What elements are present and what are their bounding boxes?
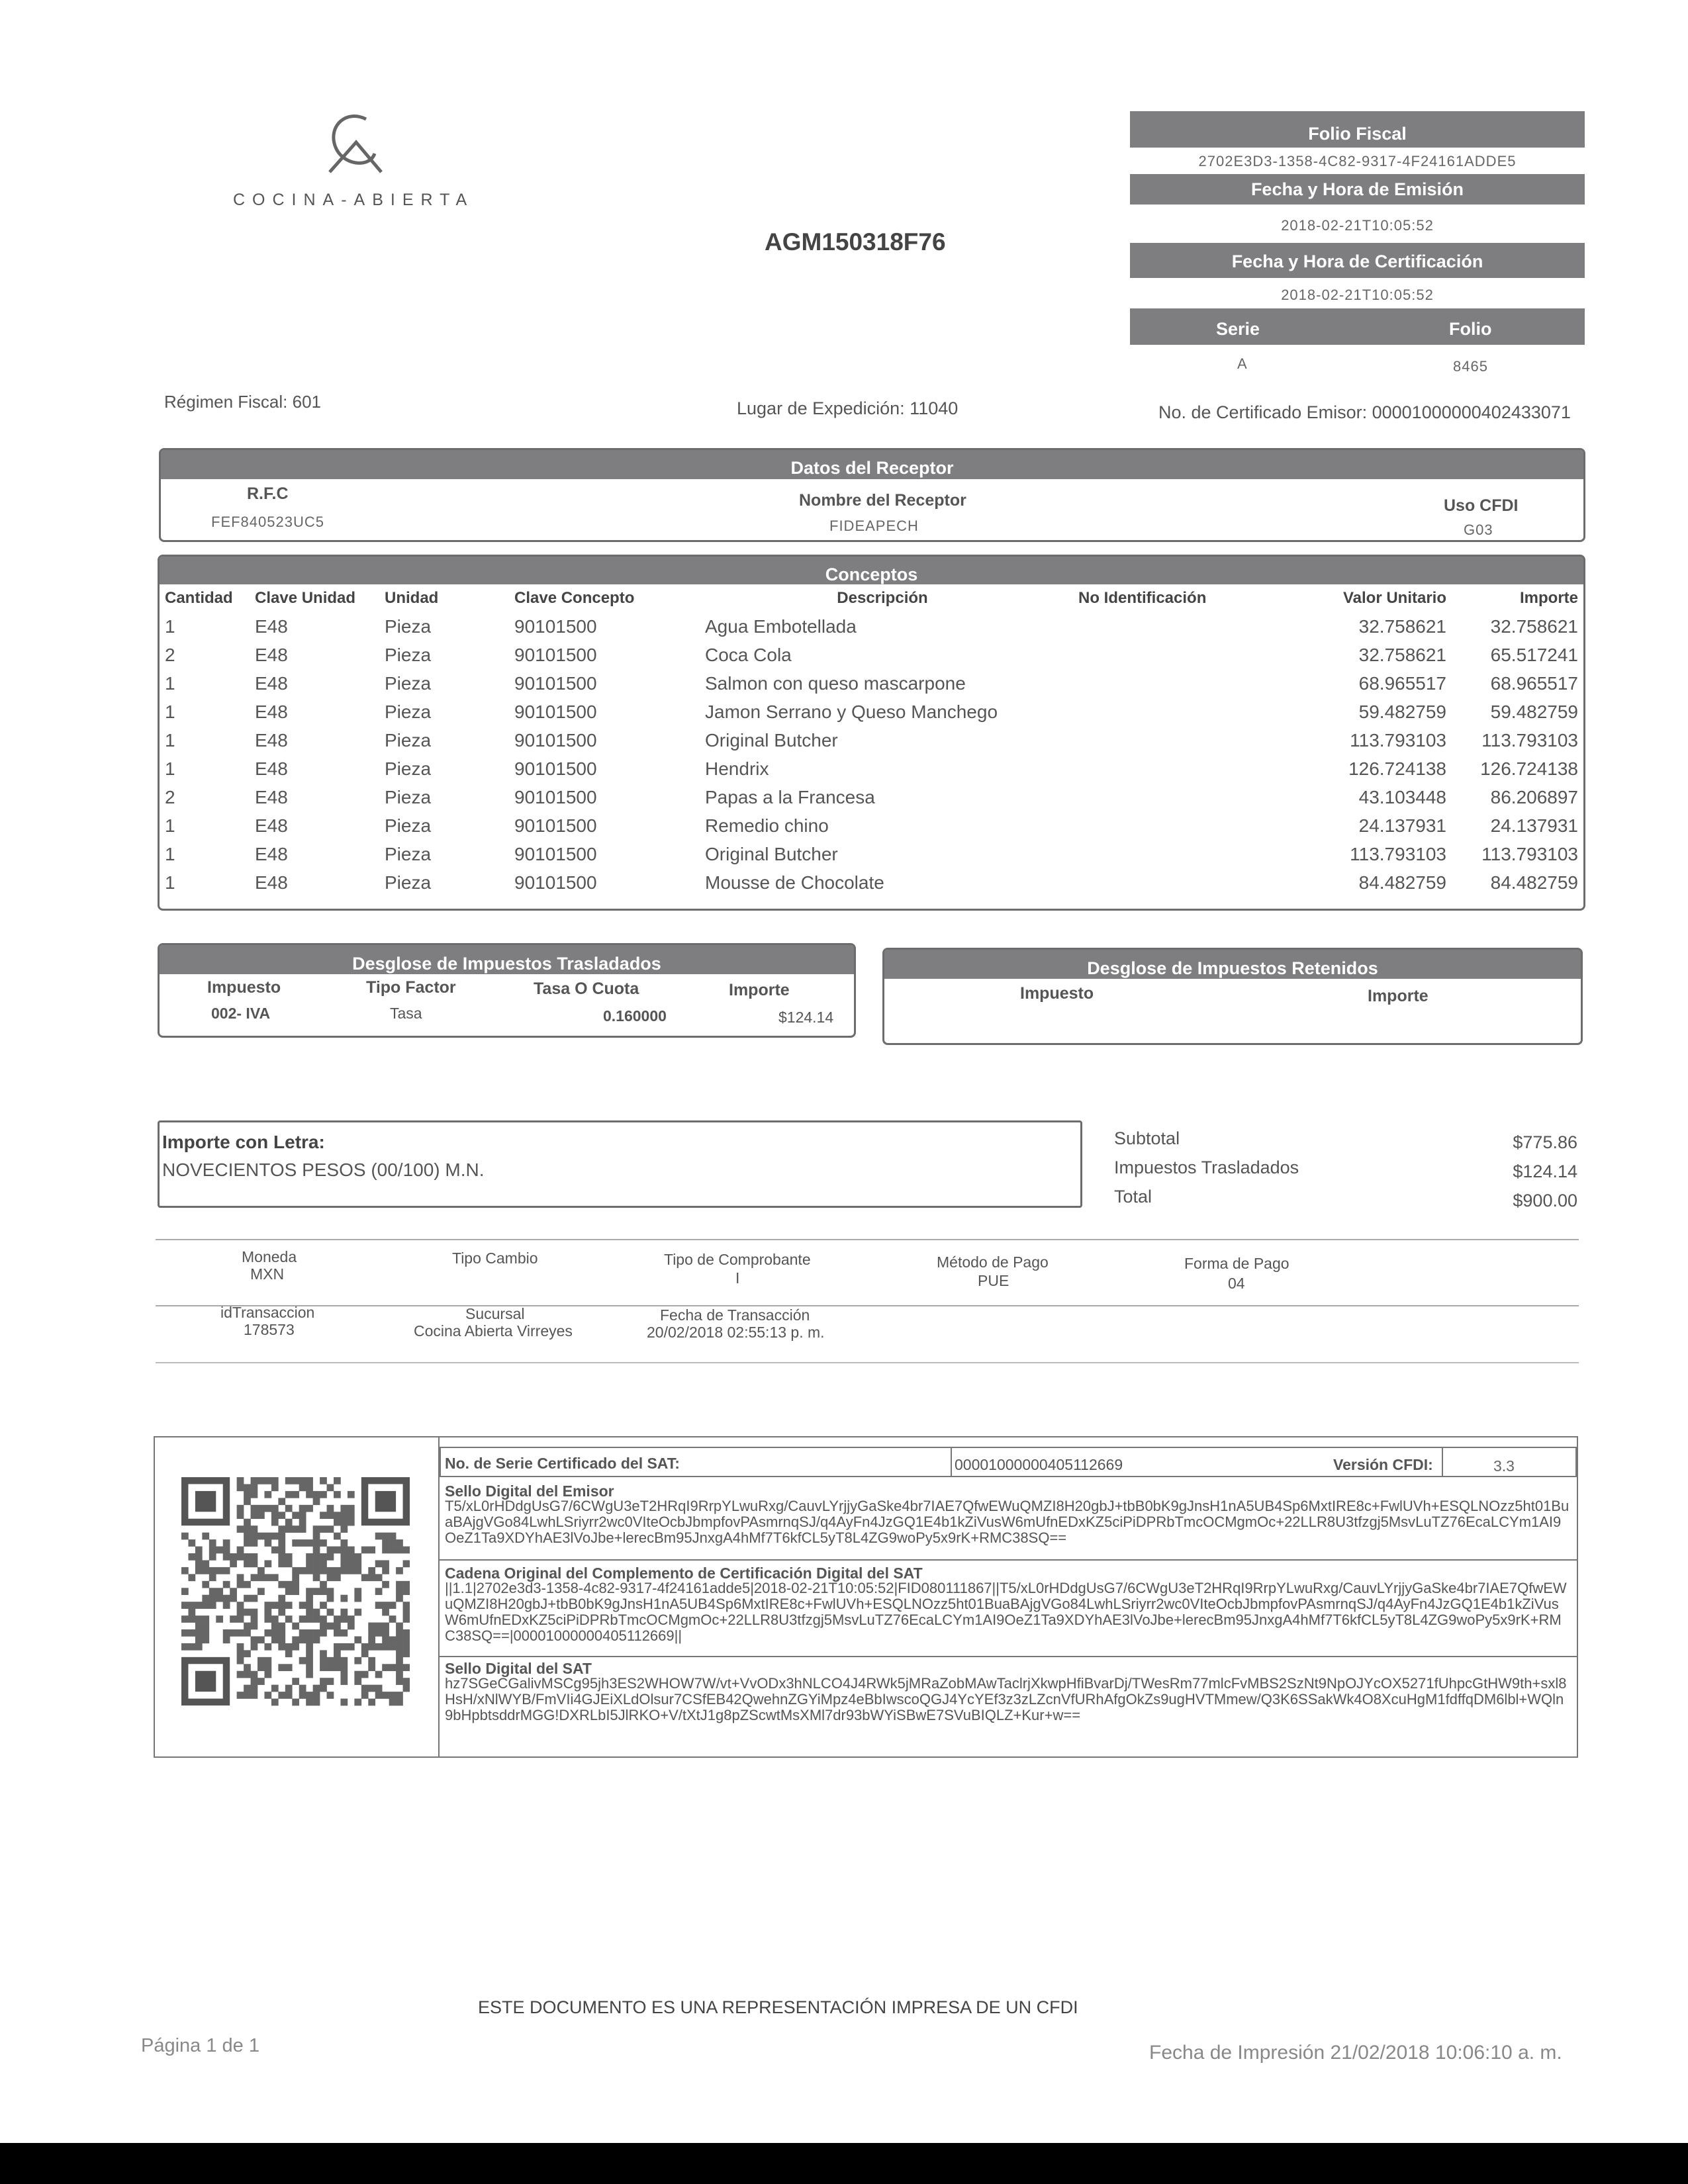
table-row (160, 840, 1583, 868)
cell-clave-unidad: E48 (255, 729, 288, 751)
cell-cantidad: 1 (165, 815, 175, 836)
retenidos-impuesto-label: Impuesto (1020, 984, 1094, 1003)
nombre-label: Nombre del Receptor (799, 491, 966, 510)
cell-cantidad: 1 (165, 701, 175, 722)
conceptos-title: Conceptos (160, 557, 1583, 584)
sat-version-label: Versión CFDI: (1333, 1456, 1433, 1473)
cell-no-identificacion (1073, 612, 1282, 641)
fecha-transaccion-value: 20/02/2018 02:55:13 p. m. (647, 1324, 825, 1341)
col-clave-concepto: Clave Concepto (514, 589, 635, 607)
cell-importe: 126.724138 (1480, 758, 1578, 779)
cell-no-identificacion (1073, 726, 1282, 754)
cell-descripcion: Mousse de Chocolate (705, 872, 884, 893)
cell-unidad: Pieza (385, 843, 432, 864)
traslados-value: $124.14 (1513, 1161, 1577, 1181)
rfc-emisor: AGM150318F76 (765, 228, 946, 255)
transaccion-id-value: 178573 (244, 1321, 295, 1338)
table-row (160, 641, 1583, 669)
cell-clave-concepto: 90101500 (514, 758, 597, 779)
table-row (160, 669, 1583, 698)
cell-clave-concepto: 90101500 (514, 872, 597, 893)
cell-clave-concepto: 90101500 (514, 786, 597, 807)
table-row (160, 811, 1583, 840)
subtotal-value: $775.86 (1513, 1132, 1577, 1152)
cell-valor-unitario: 43.103448 (1358, 786, 1446, 807)
conceptos-header-row (160, 584, 1583, 612)
trasladados-tasa-label: Tasa O Cuota (534, 979, 639, 998)
cell-descripcion: Original Butcher (705, 729, 838, 751)
scan-border-bottom (0, 2143, 1688, 2184)
cell-descripcion: Coca Cola (705, 644, 792, 665)
table-row (160, 612, 1583, 641)
cell-clave-unidad: E48 (255, 615, 288, 637)
cell-valor-unitario: 113.793103 (1350, 843, 1446, 864)
emision-title: Fecha y Hora de Emisión (1130, 174, 1585, 205)
cell-importe: 68.965517 (1490, 672, 1578, 694)
cell-clave-concepto: 90101500 (514, 815, 597, 836)
cell-importe: 59.482759 (1490, 701, 1578, 722)
cell-clave-concepto: 90101500 (514, 615, 597, 637)
trasladados-impuesto-label: Impuesto (207, 978, 281, 997)
print-date: Fecha de Impresión 21/02/2018 10:06:10 a. m. (1149, 2042, 1562, 2064)
certificacion-title: Fecha y Hora de Certificación (1130, 243, 1585, 278)
total-value: $900.00 (1513, 1191, 1577, 1210)
cell-valor-unitario: 126.724138 (1348, 758, 1446, 779)
cell-clave-unidad: E48 (255, 672, 288, 694)
importe-letra-label: Importe con Letra: (162, 1132, 325, 1152)
cell-clave-unidad: E48 (255, 815, 288, 836)
sello-emisor-section (440, 1477, 1577, 1561)
pago-divider-bottom (156, 1362, 1579, 1363)
regimen-fiscal: Régimen Fiscal: 601 (164, 392, 321, 412)
retenidos-importe-label: Importe (1368, 987, 1429, 1005)
cell-unidad: Pieza (385, 644, 432, 665)
sat-serie-value: 00001000000405112669 (955, 1456, 1123, 1473)
emision-value: 2018-02-21T10:05:52 (1281, 217, 1434, 234)
uso-value: G03 (1464, 522, 1493, 538)
certificado-emisor: No. de Certificado Emisor: 00001000000402433071 (1158, 402, 1571, 422)
receptor-title: Datos del Receptor (161, 450, 1583, 479)
pago-info (156, 1246, 1579, 1305)
cell-clave-unidad: E48 (255, 758, 288, 779)
table-row (160, 868, 1583, 897)
cfdi-legend: ESTE DOCUMENTO ES UNA REPRESENTACIÓN IMPRESA DE UN CFDI (478, 1997, 1078, 2017)
cell-clave-concepto: 90101500 (514, 644, 597, 665)
qr-code-icon (181, 1477, 410, 1709)
cell-cantidad: 1 (165, 843, 175, 864)
sat-version-value: 3.3 (1493, 1457, 1515, 1475)
folio-title: Folio (1449, 319, 1492, 339)
cell-no-identificacion (1073, 811, 1282, 840)
brand-name: COCINA-ABIERTA (233, 191, 475, 209)
sat-block (154, 1436, 1578, 1758)
cell-cantidad: 1 (165, 872, 175, 893)
cell-clave-concepto: 90101500 (514, 672, 597, 694)
cell-unidad: Pieza (385, 729, 432, 751)
cell-no-identificacion (1073, 698, 1282, 726)
pago-divider-top (156, 1239, 1579, 1240)
retenidos-title: Desglose de Impuestos Retenidos (884, 950, 1581, 979)
total-row (1114, 1187, 1577, 1216)
sucursal-label: Sucursal (465, 1305, 525, 1322)
cell-no-identificacion (1073, 840, 1282, 868)
cell-unidad: Pieza (385, 872, 432, 893)
col-valor-unitario: Valor Unitario (1342, 589, 1446, 607)
serie-title: Serie (1216, 319, 1260, 339)
cell-unidad: Pieza (385, 701, 432, 722)
conceptos-rows (160, 612, 1583, 897)
subtotal-label: Subtotal (1114, 1128, 1180, 1148)
conceptos-box (158, 555, 1585, 911)
forma-value: 04 (1228, 1275, 1245, 1292)
total-label: Total (1114, 1187, 1152, 1206)
serie-folio-values (1130, 345, 1585, 378)
cell-cantidad: 1 (165, 758, 175, 779)
cell-cantidad: 2 (165, 786, 175, 807)
metodo-value: PUE (978, 1272, 1009, 1289)
metodo-label: Método de Pago (937, 1253, 1049, 1271)
sat-serie-row (440, 1447, 1577, 1477)
trasladados-importe-label: Importe (729, 981, 790, 999)
cell-clave-concepto: 90101500 (514, 701, 597, 722)
cell-valor-unitario: 32.758621 (1358, 615, 1446, 637)
cell-no-identificacion (1073, 783, 1282, 811)
cell-unidad: Pieza (385, 758, 432, 779)
sat-serie-divider (951, 1448, 952, 1477)
totales (1114, 1128, 1577, 1216)
sello-sat-value: hz7SGeCGalivMSCg95jh3ES2WHOW7W/vt+VvODx3hNLCO4J4RWk5jMRaZobMAwTaclrjXkwpHfiBvarDj/TWesRm77mlcFvMBS2SzNt9NpOJYcOX5271fUhpcGtHW9th+sxl8HsH/xNlWYB/FmVIi4GJEiXLdOlsur7CSfEB42QwehnZGYiMpz4eBbIwscoQGJ4YcYEf3z3zLZcnVfURhAfgOkZs9ugHVTMmew/Q3K6SSakWk4O8XcuHgM1fdffqDM6lbl+WQln9bHpbtsddrMGG!DXRLbI5JlRKO+V/tXtJ1g8pZScwtMsXMl7dr93bWYiSBwE7SVuBIQLZ+Kur+w== (445, 1675, 1567, 1723)
sucursal-value: Cocina Abierta Virreyes (414, 1322, 573, 1340)
nombre-value: FIDEAPECH (829, 518, 919, 534)
sello-emisor-value: T5/xL0rHDdgUsG7/6CWgU3eT2HRqI9RrpYLwuRxg/CauvLYrjjyGaSke4br7IAE7QfwEWuQMZI8H20gbJ+tbB0bK9gJnsH1nA5UB4Sp6MxtIRE8c+FwlUVh+ESQLNOzz5ht01BuaBAjgVGo84LwhLSriyrr2wc0VIteOcbJbmpfovPAsmrnqSJ/q4AyFn4JzGQ1E4b1kZiVusW6mUfnEDxKZ5ciPiDPRbTmcOCMgmOc+22LLR8U3tfzgj5MsvLuTZ76EcaLCYm1AI9OeZ1Ta9XDYhAE3lVoJbe+lerecBm95JnxgA4hMf7T6kfCL5yT8L4ZG9woPy5x9rK+RMC38SQ== (445, 1498, 1570, 1546)
cell-valor-unitario: 68.965517 (1358, 672, 1446, 694)
cell-importe: 86.206897 (1490, 786, 1578, 807)
forma-label: Forma de Pago (1184, 1255, 1289, 1272)
folio-fiscal-title: Folio Fiscal (1130, 111, 1585, 148)
cell-importe: 84.482759 (1490, 872, 1578, 893)
cell-importe: 65.517241 (1490, 644, 1578, 665)
trasladados-title: Desglose de Impuestos Trasladados (160, 945, 854, 974)
cell-valor-unitario: 113.793103 (1350, 729, 1446, 751)
cell-cantidad: 1 (165, 729, 175, 751)
cell-descripcion: Salmon con queso mascarpone (705, 672, 966, 694)
cell-unidad: Pieza (385, 815, 432, 836)
trasladados-tasa-value: 0.160000 (603, 1007, 667, 1024)
cell-valor-unitario: 84.482759 (1358, 872, 1446, 893)
comprobante-value: I (735, 1269, 740, 1287)
cell-descripcion: Agua Embotellada (705, 615, 857, 637)
cadena-section (440, 1561, 1577, 1657)
sello-sat-section (440, 1657, 1577, 1756)
cell-importe: 24.137931 (1490, 815, 1578, 836)
cell-valor-unitario: 24.137931 (1358, 815, 1446, 836)
cadena-value: ||1.1|2702e3d3-1358-4c82-9317-4f24161adde5|2018-02-21T10:05:52|FID080111867||T5/xL0rHDdgUsG7/6CWgU3eT2HRqI9RrpYLwuRxg/CauvLYrjjyGaSke4br7IAE7QfwEWuQMZI8H20gbJ+tbB0bK9gJnsH1nA5UB4Sp6MxtIRE8c+FwlUVh+ESQLNOzz5ht01BuaBAjgVGo84LwhLSriyrr2wc0VIteOcbJbmpfovPAsmrnqSJ/q4AyFn4JzGQ1E4b1kZiVusW6mUfnEDxKZ5ciPiDPRbTmcOCMgmOc+22LLR8U3tfzgj5MsvLuTZ76EcaLCYm1AI9OeZ1Ta9XDYhAE3lVoJbe+lerecBm95JnxgA4hMf7T6kfCL5yT8L4ZG9woPy5x9rK+RMC38SQ==|00001000000405112669|| (445, 1580, 1567, 1644)
col-descripcion: Descripción (837, 589, 928, 607)
trasladados-box (158, 943, 856, 1038)
table-row (160, 783, 1583, 811)
cell-descripcion: Papas a la Francesa (705, 786, 875, 807)
rfc-label: R.F.C (247, 484, 289, 503)
cell-clave-unidad: E48 (255, 843, 288, 864)
sello-sat-label: Sello Digital del SAT (445, 1660, 592, 1677)
folio-value: 8465 (1453, 358, 1488, 375)
cell-cantidad: 1 (165, 615, 175, 637)
qr-code (181, 1477, 410, 1709)
serie-value: A (1237, 355, 1248, 372)
table-row (160, 726, 1583, 754)
col-no-identificacion: No Identificación (1078, 589, 1207, 607)
cell-unidad: Pieza (385, 615, 432, 637)
trasladados-tipo-factor-label: Tipo Factor (366, 978, 456, 997)
page-number: Página 1 de 1 (141, 2035, 259, 2056)
sat-version-divider (1442, 1448, 1443, 1477)
cell-no-identificacion (1073, 641, 1282, 669)
cell-no-identificacion (1073, 868, 1282, 897)
moneda-label: Moneda (242, 1248, 297, 1265)
cell-clave-unidad: E48 (255, 644, 288, 665)
conceptos-table (160, 584, 1583, 897)
serie-folio-bar (1130, 308, 1585, 345)
importe-letra-box (158, 1120, 1082, 1208)
folio-fiscal-value: 2702E3D3-1358-4C82-9317-4F24161ADDE5 (1198, 153, 1517, 169)
fecha-transaccion-label: Fecha de Transacción (660, 1306, 810, 1324)
retenidos-box (882, 948, 1583, 1045)
receptor-box (159, 448, 1585, 542)
cell-unidad: Pieza (385, 672, 432, 694)
cell-no-identificacion (1073, 669, 1282, 698)
trasladados-importe-value: $124.14 (778, 1009, 834, 1026)
uso-label: Uso CFDI (1444, 496, 1519, 515)
subtotal-row (1114, 1128, 1577, 1158)
col-cantidad: Cantidad (165, 589, 233, 607)
cadena-label: Cadena Original del Complemento de Certificación Digital del SAT (445, 1565, 923, 1582)
col-unidad: Unidad (385, 589, 439, 607)
table-row (160, 754, 1583, 783)
moneda-value: MXN (250, 1265, 285, 1283)
cell-clave-unidad: E48 (255, 872, 288, 893)
trasladados-impuesto-value: 002- IVA (211, 1005, 271, 1022)
cell-cantidad: 2 (165, 644, 175, 665)
sat-serie-label: No. de Serie Certificado del SAT: (445, 1455, 680, 1472)
trasladados-tipo-factor-value: Tasa (390, 1005, 422, 1022)
cell-importe: 32.758621 (1490, 615, 1578, 637)
cell-clave-unidad: E48 (255, 786, 288, 807)
cell-unidad: Pieza (385, 786, 432, 807)
cell-valor-unitario: 59.482759 (1358, 701, 1446, 722)
traslados-row (1114, 1158, 1577, 1187)
comprobante-label: Tipo de Comprobante (664, 1251, 811, 1268)
cell-importe: 113.793103 (1481, 843, 1578, 864)
cell-descripcion: Jamon Serrano y Queso Manchego (705, 701, 998, 722)
cell-valor-unitario: 32.758621 (1358, 644, 1446, 665)
certificacion-value: 2018-02-21T10:05:52 (1281, 287, 1434, 303)
cell-clave-concepto: 90101500 (514, 729, 597, 751)
rfc-value: FEF840523UC5 (211, 514, 324, 530)
transaccion-info (156, 1302, 1579, 1362)
cell-importe: 113.793103 (1481, 729, 1578, 751)
fiscal-header (1130, 111, 1585, 378)
sello-emisor-label: Sello Digital del Emisor (445, 1482, 614, 1500)
cell-descripcion: Remedio chino (705, 815, 829, 836)
cell-clave-concepto: 90101500 (514, 843, 597, 864)
traslados-label: Impuestos Trasladados (1114, 1158, 1299, 1177)
cocina-abierta-logo-icon (316, 106, 396, 185)
col-importe: Importe (1519, 589, 1578, 607)
cell-no-identificacion (1073, 754, 1282, 783)
brand-logo (225, 99, 384, 192)
transaccion-id-label: idTransaccion (220, 1304, 315, 1321)
lugar-expedicion: Lugar de Expedición: 11040 (737, 398, 959, 418)
col-clave-unidad: Clave Unidad (255, 589, 356, 607)
cell-clave-unidad: E48 (255, 701, 288, 722)
tipo-cambio-label: Tipo Cambio (452, 1250, 538, 1267)
table-row (160, 698, 1583, 726)
cell-descripcion: Hendrix (705, 758, 769, 779)
importe-letra-value: NOVECIENTOS PESOS (00/100) M.N. (162, 1160, 485, 1180)
cell-cantidad: 1 (165, 672, 175, 694)
cell-descripcion: Original Butcher (705, 843, 838, 864)
